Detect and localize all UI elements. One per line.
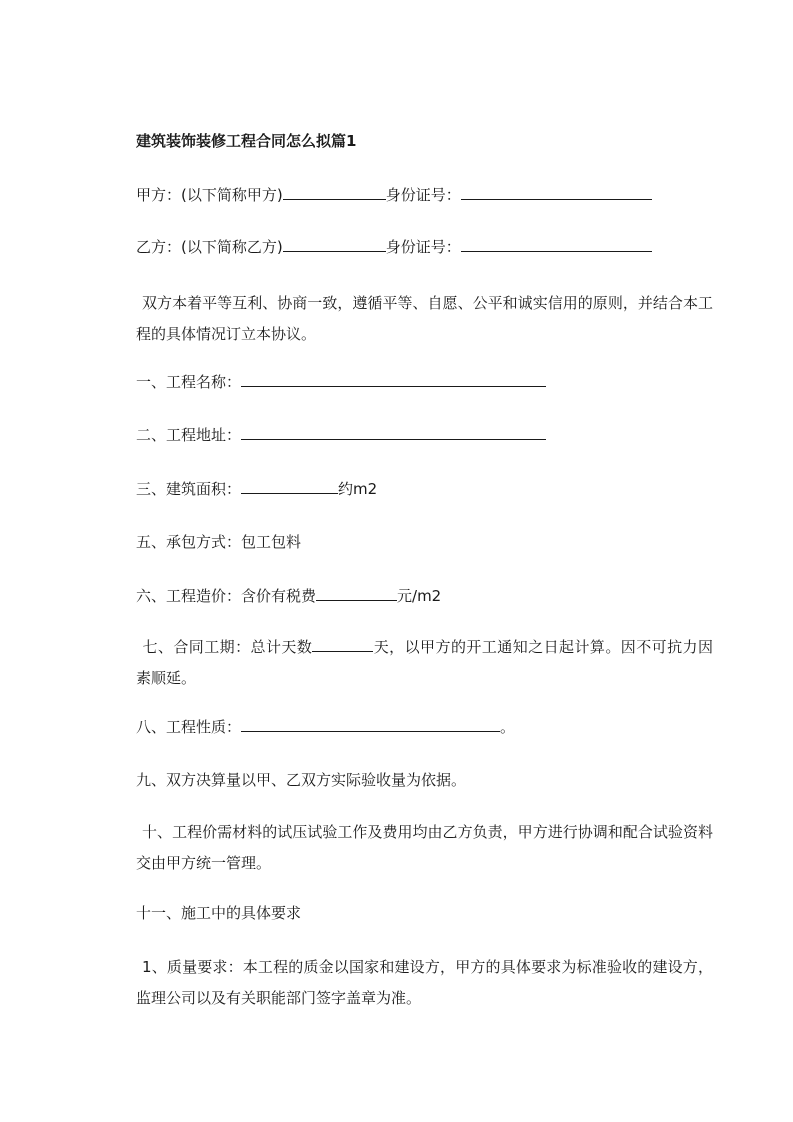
party-a-id-label: 身份证号： — [385, 186, 461, 204]
item-project-nature-label: 八、工程性质： — [136, 718, 242, 736]
item-contract-period — [136, 632, 713, 694]
item-project-name-label: 一、工程名称： — [136, 373, 242, 391]
contract-days-blank[interactable] — [312, 636, 373, 652]
party-a-label: 甲方：(以下简称甲方) — [136, 186, 283, 204]
party-a-line — [136, 184, 652, 206]
project-name-blank[interactable] — [241, 371, 546, 387]
item-settlement: 九、双方决算量以甲、乙双方实际验收量为依据。 — [136, 771, 467, 789]
item-construction-requirements: 十一、施工中的具体要求 — [136, 904, 302, 922]
project-cost-unit: 元/m2 — [397, 587, 442, 605]
intro-text: 双方本着平等互利、协商一致，遵循平等、自愿、公平和诚实信用的原则，并结合本工程的具体情况订立本协议。 — [136, 294, 713, 343]
item-project-cost-label: 六、工程造价：含价有税费 — [136, 587, 317, 605]
intro-paragraph — [136, 288, 713, 350]
party-b-name-blank[interactable] — [283, 236, 386, 252]
requirement-quality-text: 1、质量要求：本工程的质金以国家和建设方，甲方的具体要求为标准验收的建设方，监理公司以及有关职能部门签字盖章为准。 — [136, 958, 713, 1007]
item-contract-period-prefix: 七、合同工期：总计天数 — [142, 638, 313, 656]
item-building-area-label: 三、建筑面积： — [136, 480, 242, 498]
party-b-line — [136, 236, 652, 258]
party-b-id-label: 身份证号： — [385, 238, 461, 256]
item-project-nature-end: 。 — [500, 718, 516, 736]
party-a-id-blank[interactable] — [461, 184, 652, 200]
project-nature-blank[interactable] — [241, 716, 500, 732]
item-building-area — [136, 478, 377, 500]
item-project-cost — [136, 585, 441, 607]
item-project-address — [136, 424, 546, 446]
building-area-blank[interactable] — [241, 478, 338, 494]
party-a-name-blank[interactable] — [283, 184, 386, 200]
building-area-unit: 约m2 — [338, 480, 378, 498]
item-testing-text: 十、工程价需材料的试压试验工作及费用均由乙方负责，甲方进行协调和配合试验资料交由甲方统一管理。 — [136, 823, 713, 872]
document-title: 建筑装饰装修工程合同怎么拟篇1 — [136, 132, 357, 150]
item-project-name — [136, 371, 546, 393]
item-contract-period-suffix: 天，以甲方的开工通知之日起计算。因不可抗力因素顺延。 — [136, 638, 713, 687]
item-project-nature — [136, 716, 515, 738]
project-address-blank[interactable] — [241, 424, 546, 440]
item-testing — [136, 817, 713, 879]
party-b-id-blank[interactable] — [461, 236, 652, 252]
item-contract-method: 五、承包方式：包工包料 — [136, 533, 302, 551]
requirement-quality — [136, 952, 713, 1014]
project-cost-blank[interactable] — [316, 585, 397, 601]
party-b-label: 乙方：(以下简称乙方) — [136, 238, 283, 256]
item-project-address-label: 二、工程地址： — [136, 426, 242, 444]
